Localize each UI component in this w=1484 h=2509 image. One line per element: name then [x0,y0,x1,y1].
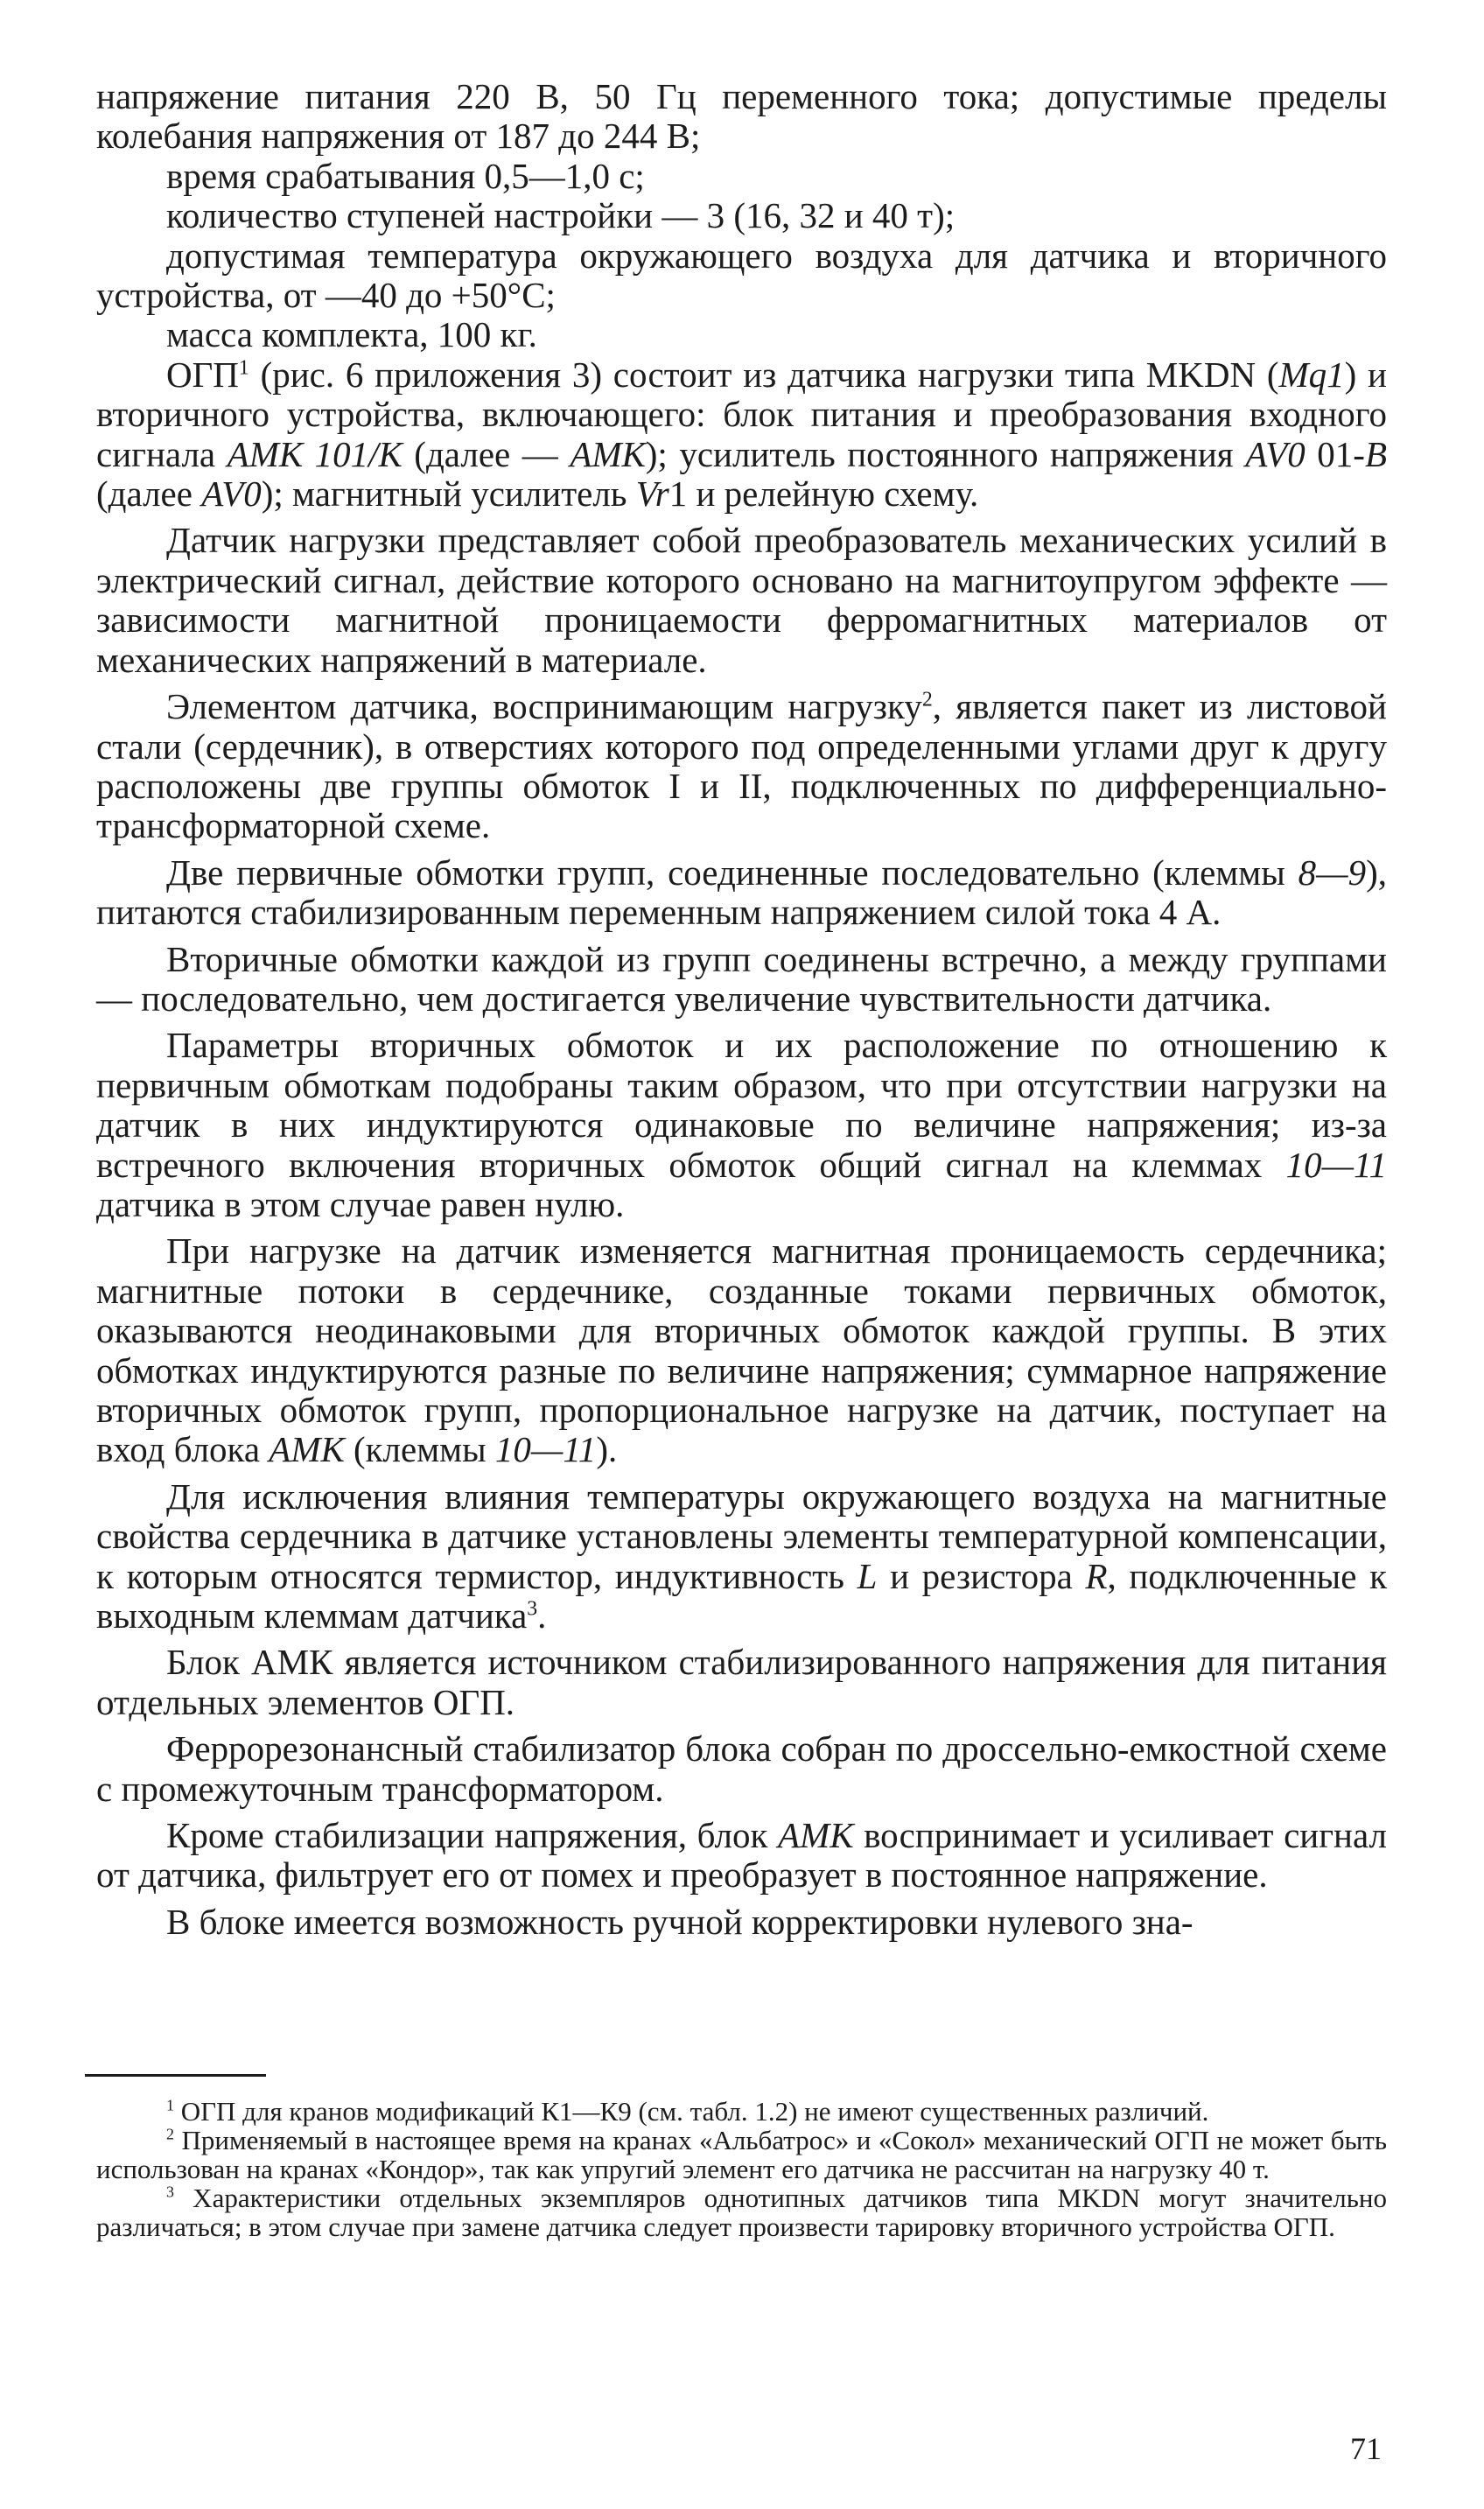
paragraph-amk-block: Блок АМК является источником стабилизированного напряжения для питания отдельных элементов ОГП. [96,1642,1387,1722]
footnote-1: $^1$ ОГП для кранов модификаций К1—К9 (см. табл. 1.2) не имеют существенных различий. [166,2096,1209,2127]
paragraph-response-time: время срабатывания 0,5—1,0 с; [166,155,645,196]
paragraph-stabilizer: Феррорезонансный стабилизатор блока собран по дроссельно-емкостной схеме с промежуточным трансформатором. [96,1728,1387,1809]
footnote-3: $^3$ Характеристики отдельных экземпляров однотипных датчиков типа MKDN могут значительно различаться; в этом случае при замене датчика следует произвести тарировку вторичного устройства ОГП. [96,2183,1387,2242]
footnote-separator [85,2074,266,2077]
paragraph-zero-correction: В блоке имеется возможность ручной корректировки нулевого зна- [166,1901,1194,1942]
paragraph-temperature-compensation: Для исключения влияния температуры окружающего воздуха на магнитные свойства сердечника в датчике установлены элементы температурной компенсации, к которым относятся термистор, индуктивность L и резистора R, подключенные к выходным клеммам датчика$^3$. [96,1475,1388,1636]
footnotes [96,2097,1387,2241]
paragraph-winding-parameters: Параметры вторичных обмоток и их расположение по отношению к первичным обмоткам подобраны таким образом, что при отсутствии нагрузки на датчик в них индуктируются одинаковые по величине напряжения; из-за встречного включения вторичных обмоток общий сигнал на клеммах 10—11 датчика в этом случае равен нулю. [96,1025,1387,1224]
paragraph-ogp-composition: ОГП$^1$ (рис. 6 приложения 3) состоит из датчика нагрузки типа MKDN (Mq1) и вторичного устройства, включающего: блок питания и преобразования входного сигнала АМК 101/К (далее — АМК); усилитель постоянного напряжения AV0 01-В (далее AV0); магнитный усилитель Vr1 и релейную схему. [96,354,1387,515]
paragraph-secondary-windings: Вторичные обмотки каждой из групп соединены встречно, а между группами — последовательно, чем достигается увеличение чувствительности датчика. [96,938,1387,1019]
paragraph-mass: масса комплекта, 100 кг. [166,314,537,355]
paragraph-tuning-steps: количество ступеней настройки — 3 (16, 32 и 40 т); [166,195,956,236]
paragraph-under-load: При нагрузке на датчик изменяется магнитная проницаемость сердечника; магнитные потоки в сердечнике, созданные токами первичных обмоток, оказываются неодинаковыми для вторичных обмоток каждой группы. В этих обмотках индуктируются разные по величине напряжения; суммарное напряжение вторичных обмоток групп, пропорциональное нагрузке на датчик, поступает на вход блока АМК (клеммы 10—11). [96,1230,1387,1470]
footnote-2: $^2$ Применяемый в настоящее время на кранах «Альбатрос» и «Сокол» механический ОГП не может быть использован на кранах «Кондор», так как упругий элемент его датчика не рассчитан на нагрузку 40 т. [96,2125,1387,2184]
main-text [96,77,1387,1942]
paragraph-load-sensor: Датчик нагрузки представляет собой преобразователь механических усилий в электрический сигнал, действие которого основано на магнитоупругом эффекте — зависимости магнитной проницаемости ферромагнитных материалов от механических напряжений в материале. [96,520,1387,680]
page-number: 71 [1350,2431,1382,2466]
paragraph-power-supply: напряжение питания 220 В, 50 Гц переменного тока; допустимые пределы колебания напряжения от 187 до 244 В; [96,76,1387,157]
paragraph-signal-processing: Кроме стабилизации напряжения, блок АМК воспринимает и усиливает сигнал от датчика, фильтрует его от помех и преобразует в постоянное напряжение. [96,1815,1387,1896]
paragraph-sensor-element: Элементом датчика, воспринимающим нагрузку$^2$, является пакет из листовой стали (сердечник), в отверстиях которого под определенными углами друг к другу расположены две группы обмоток I и II, подключенных по дифференциально-трансформаторной схеме. [96,686,1387,846]
paragraph-temperature: допустимая температура окружающего воздуха для датчика и вторичного устройства, от —40 до +50°С; [96,235,1387,316]
paragraph-primary-windings: Две первичные обмотки групп, соединенные последовательно (клеммы 8—9), питаются стабилизированным переменным напряжением силой тока 4 А. [96,852,1387,933]
